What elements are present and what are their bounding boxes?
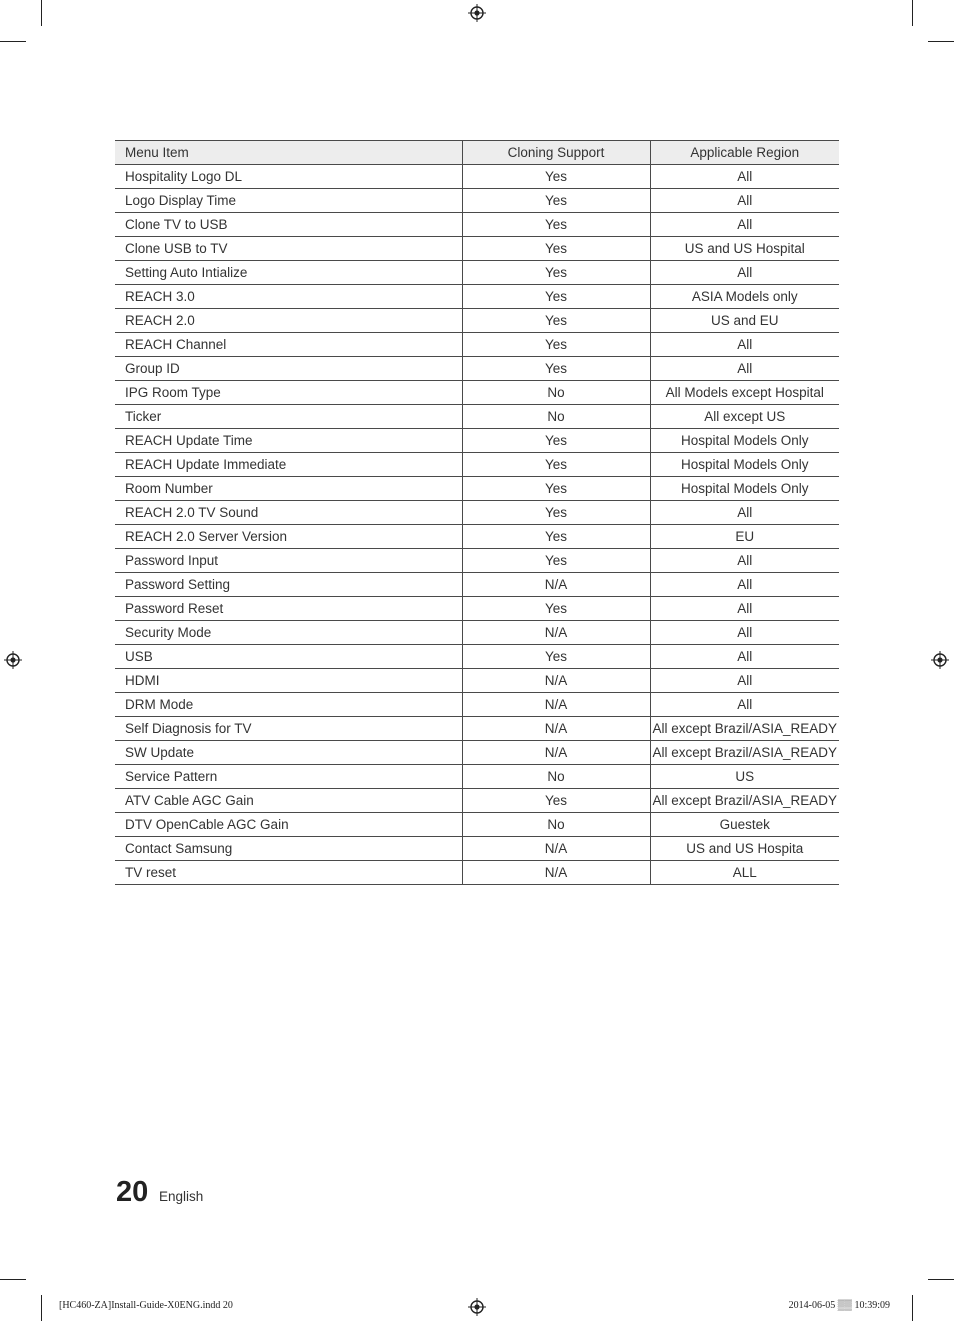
column-header-applicable-region: Applicable Region [650,141,839,165]
cell-applicable-region: Guestek [650,813,839,837]
cell-applicable-region: All [650,501,839,525]
cell-menu-item: Contact Samsung [115,837,462,861]
cell-cloning-support: Yes [462,165,650,189]
cell-applicable-region: All [650,333,839,357]
cell-menu-item: Password Setting [115,573,462,597]
table-header-row [115,141,839,165]
table-row [115,813,839,837]
cell-menu-item: REACH 2.0 Server Version [115,525,462,549]
cell-applicable-region: All [650,357,839,381]
cell-cloning-support: N/A [462,741,650,765]
table-row [115,717,839,741]
cell-applicable-region: ASIA Models only [650,285,839,309]
cell-menu-item: Group ID [115,357,462,381]
table-row [115,429,839,453]
cell-cloning-support: Yes [462,789,650,813]
table-row [115,405,839,429]
table-row [115,693,839,717]
table-row [115,789,839,813]
cell-cloning-support: Yes [462,189,650,213]
cell-menu-item: Room Number [115,477,462,501]
cell-menu-item: REACH 3.0 [115,285,462,309]
cell-cloning-support: N/A [462,717,650,741]
cell-menu-item: IPG Room Type [115,381,462,405]
crop-mark-bottom-left-h [0,1279,26,1280]
table-row [115,165,839,189]
cell-menu-item: SW Update [115,741,462,765]
cell-cloning-support: Yes [462,549,650,573]
table-row [115,525,839,549]
table-row [115,261,839,285]
table-row [115,549,839,573]
cell-applicable-region: All except Brazil/ASIA_READY [650,717,839,741]
cell-applicable-region: Hospital Models Only [650,429,839,453]
crop-mark-bottom-right-v [912,1295,913,1321]
cell-menu-item: DRM Mode [115,693,462,717]
cell-applicable-region: All [650,189,839,213]
cell-cloning-support: Yes [462,285,650,309]
cell-cloning-support: Yes [462,429,650,453]
cell-menu-item: Setting Auto Intialize [115,261,462,285]
cell-menu-item: DTV OpenCable AGC Gain [115,813,462,837]
table-body [115,165,839,885]
crop-mark-top-right-h [928,41,954,42]
cell-cloning-support: N/A [462,669,650,693]
cell-menu-item: Clone USB to TV [115,237,462,261]
cell-menu-item: Password Input [115,549,462,573]
cell-applicable-region: All [650,669,839,693]
cell-menu-item: REACH Update Time [115,429,462,453]
table-row [115,837,839,861]
cell-applicable-region: US and US Hospita [650,837,839,861]
table-row [115,477,839,501]
cell-cloning-support: N/A [462,621,650,645]
cell-applicable-region: All [650,573,839,597]
cell-cloning-support: N/A [462,861,650,885]
cell-cloning-support: Yes [462,333,650,357]
cell-menu-item: USB [115,645,462,669]
table-row [115,765,839,789]
table-row [115,381,839,405]
cell-cloning-support: N/A [462,837,650,861]
cell-applicable-region: Hospital Models Only [650,477,839,501]
cell-applicable-region: Hospital Models Only [650,453,839,477]
cell-cloning-support: Yes [462,525,650,549]
table-row [115,309,839,333]
cell-menu-item: Logo Display Time [115,189,462,213]
cell-cloning-support: Yes [462,261,650,285]
table-row [115,669,839,693]
cell-applicable-region: All [650,165,839,189]
cell-cloning-support: No [462,765,650,789]
cell-applicable-region: All [650,693,839,717]
table-row [115,285,839,309]
table-row [115,573,839,597]
cell-menu-item: Hospitality Logo DL [115,165,462,189]
cell-applicable-region: All [650,621,839,645]
page-number: 20 [116,1176,149,1208]
cell-applicable-region: All except Brazil/ASIA_READY [650,741,839,765]
cell-menu-item: Security Mode [115,621,462,645]
cell-cloning-support: Yes [462,597,650,621]
cell-applicable-region: All [650,645,839,669]
crosshair-registration-icon [468,4,486,22]
table-row [115,237,839,261]
table-row [115,189,839,213]
cell-cloning-support: N/A [462,693,650,717]
cell-menu-item: REACH Update Immediate [115,453,462,477]
cell-menu-item: HDMI [115,669,462,693]
page-language: English [159,1189,204,1204]
table-row [115,741,839,765]
cell-cloning-support: Yes [462,453,650,477]
cell-menu-item: Self Diagnosis for TV [115,717,462,741]
cell-cloning-support: Yes [462,213,650,237]
table-row [115,213,839,237]
crop-mark-top-right-v [912,0,913,26]
table-row [115,645,839,669]
table-row [115,333,839,357]
cell-menu-item: Service Pattern [115,765,462,789]
crop-mark-top-left-h [0,41,26,42]
cell-applicable-region: US and EU [650,309,839,333]
cell-cloning-support: Yes [462,309,650,333]
cell-cloning-support: Yes [462,501,650,525]
cell-cloning-support: No [462,813,650,837]
crosshair-registration-icon [4,651,22,669]
cell-cloning-support: N/A [462,573,650,597]
cell-cloning-support: No [462,381,650,405]
table-row [115,861,839,885]
cell-menu-item: REACH 2.0 [115,309,462,333]
cell-menu-item: Clone TV to USB [115,213,462,237]
crop-mark-bottom-right-h [928,1279,954,1280]
table-row [115,597,839,621]
cell-cloning-support: Yes [462,237,650,261]
crop-mark-top-left-v [41,0,42,26]
cell-applicable-region: US [650,765,839,789]
crop-mark-bottom-left-v [41,1295,42,1321]
table-row [115,357,839,381]
cell-cloning-support: Yes [462,645,650,669]
cell-applicable-region: All [650,261,839,285]
cell-applicable-region: All [650,549,839,573]
cell-cloning-support: Yes [462,357,650,381]
cell-applicable-region: ALL [650,861,839,885]
cell-applicable-region: All Models except Hospital [650,381,839,405]
cell-cloning-support: Yes [462,477,650,501]
cell-menu-item: Password Reset [115,597,462,621]
column-header-cloning-support: Cloning Support [462,141,650,165]
cell-applicable-region: All [650,597,839,621]
slug-file-name: [HC460-ZA]Install-Guide-X0ENG.indd 20 [59,1300,233,1311]
cell-applicable-region: All except Brazil/ASIA_READY [650,789,839,813]
cell-applicable-region: All [650,213,839,237]
table-row [115,453,839,477]
cell-applicable-region: US and US Hospital [650,237,839,261]
cell-applicable-region: EU [650,525,839,549]
cell-applicable-region: All except US [650,405,839,429]
cell-cloning-support: No [462,405,650,429]
slug-timestamp: 2014-06-05 ▒▒ 10:39:09 [788,1300,890,1311]
cell-menu-item: REACH 2.0 TV Sound [115,501,462,525]
cell-menu-item: Ticker [115,405,462,429]
cell-menu-item: REACH Channel [115,333,462,357]
cell-menu-item: TV reset [115,861,462,885]
crosshair-registration-icon [468,1298,486,1316]
cloning-support-table [115,140,839,885]
column-header-menu-item: Menu Item [115,141,462,165]
crosshair-registration-icon [931,651,949,669]
table-row [115,621,839,645]
cell-menu-item: ATV Cable AGC Gain [115,789,462,813]
table-row [115,501,839,525]
